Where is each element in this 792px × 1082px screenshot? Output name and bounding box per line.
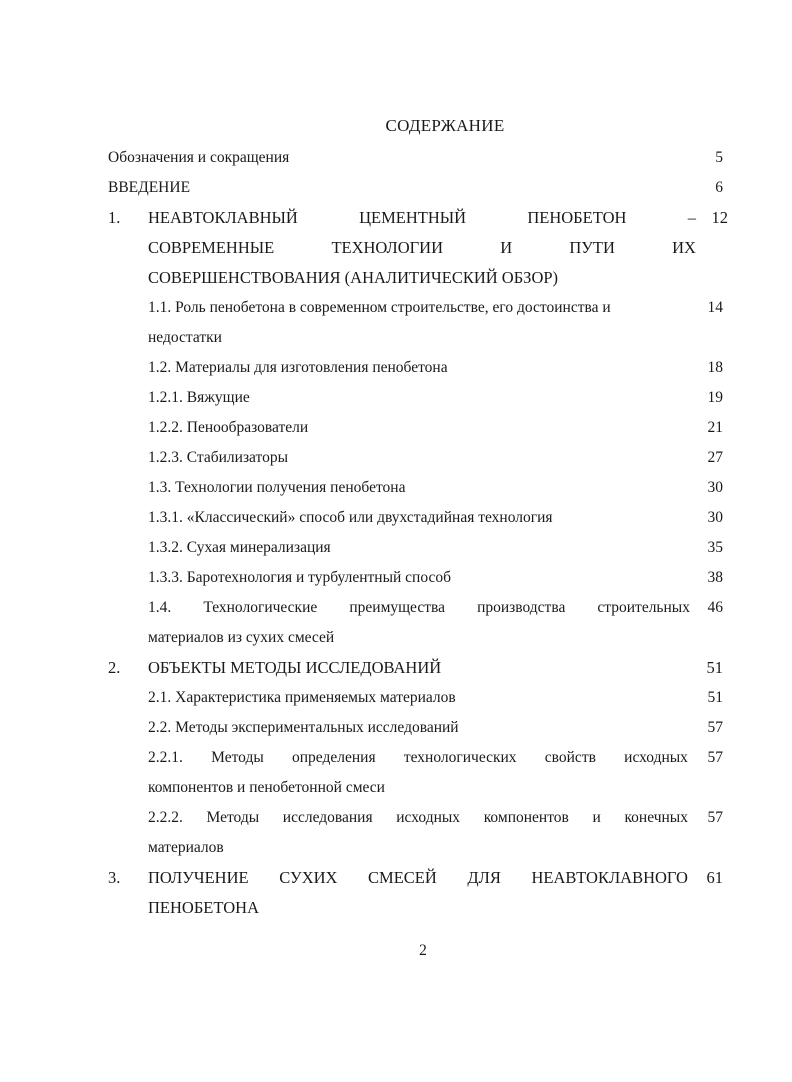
- toc-entry-page: 46: [707, 599, 723, 616]
- toc-entry-text: 1.3. Технологии получения пенобетона: [148, 479, 406, 496]
- toc-entry: [0, 743, 792, 803]
- toc-chapter-3: [0, 863, 792, 923]
- toc-chapter-number: 2.: [108, 658, 121, 677]
- toc-entry-text: 2.2. Методы экспериментальных исследований: [148, 719, 459, 736]
- toc-entry-text-continued: недостатки: [148, 329, 222, 346]
- toc-entry-page: 5: [715, 149, 723, 166]
- toc-entry-page: 57: [707, 719, 723, 736]
- toc-chapter-number: 1.: [108, 208, 121, 227]
- toc-entry: [0, 293, 792, 353]
- toc-chapter-title: ОБЪЕКТЫ МЕТОДЫ ИССЛЕДОВАНИЙ: [148, 658, 442, 677]
- toc-entry-page: 19: [707, 389, 723, 406]
- toc-chapter-line: ПОЛУЧЕНИЕ СУХИХ СМЕСЕЙ ДЛЯ НЕАВТОКЛАВНОГО: [148, 868, 688, 887]
- toc-entry-page: 51: [706, 658, 723, 677]
- toc-entry: [0, 713, 792, 743]
- toc-entry-page: 12: [711, 208, 728, 227]
- toc-entry-text: 2.1. Характеристика применяемых материалов: [148, 689, 456, 706]
- toc-entry-text: 1.2.3. Стабилизаторы: [148, 449, 289, 466]
- toc-entry-page: 57: [707, 809, 723, 826]
- toc-entry: [0, 173, 792, 203]
- toc-entry-page: 14: [707, 299, 723, 316]
- toc-entry-text: 1.3.2. Сухая минерализация: [148, 539, 331, 556]
- toc-chapter-1: [0, 203, 792, 293]
- toc-entry-text: ВВЕДЕНИЕ: [108, 179, 191, 196]
- toc-chapter-line: НЕАВТОКЛАВНЫЙ ЦЕМЕНТНЫЙ ПЕНОБЕТОН –: [148, 208, 696, 227]
- toc-entry-text: 2.2.1. Методы определения технологических свойств исходных: [148, 749, 688, 766]
- toc-entry: [0, 563, 792, 593]
- toc-entry-page: 27: [707, 449, 723, 466]
- toc-entry-text: 1.2.1. Вяжущие: [148, 389, 250, 406]
- toc-entry-text: 1.1. Роль пенобетона в современном строительстве, его достоинства и: [148, 299, 611, 316]
- toc-entry: [0, 443, 792, 473]
- toc-entry: [0, 593, 792, 653]
- page-title: СОДЕРЖАНИЕ: [385, 116, 505, 135]
- toc-entry: [0, 533, 792, 563]
- toc-entry-page: 18: [707, 359, 723, 376]
- toc-entry-text-continued: материалов из сухих смесей: [148, 629, 335, 646]
- toc-chapter-line: СОВРЕМЕННЫЕ ТЕХНОЛОГИИ И ПУТИ ИХ: [148, 238, 696, 257]
- toc-entry-page: 51: [707, 689, 723, 706]
- toc-entry-text: 1.4. Технологические преимущества производства строительных: [148, 599, 690, 616]
- toc-entry-page: 6: [715, 179, 723, 196]
- toc-chapter-line: ПЕНОБЕТОНА: [148, 898, 259, 917]
- toc-entry-text: 2.2.2. Методы исследования исходных компонентов и конечных: [148, 809, 688, 826]
- toc-entry-page: 21: [707, 419, 723, 436]
- toc-entry-text-continued: материалов: [148, 839, 224, 856]
- toc-entry-page: 38: [707, 569, 723, 586]
- toc-entry-text: Обозначения и сокращения: [108, 149, 290, 166]
- toc-entry: [0, 143, 792, 173]
- toc-entry-page: 30: [707, 479, 723, 496]
- toc-entry: [0, 383, 792, 413]
- toc-entry: [0, 503, 792, 533]
- toc-entry-text: 1.3.1. «Классический» способ или двухстадийная технология: [148, 509, 553, 526]
- toc-entry: [0, 413, 792, 443]
- toc-entry-page: 61: [706, 868, 723, 887]
- toc-entry-text: 1.2. Материалы для изготовления пенобетона: [148, 359, 448, 376]
- toc-entry-text: 1.2.2. Пенообразователи: [148, 419, 309, 436]
- toc-chapter-number: 3.: [108, 868, 121, 887]
- toc-entry: [0, 683, 792, 713]
- toc-entry-page: 35: [707, 539, 723, 556]
- toc-chapter-2: [0, 653, 792, 683]
- toc-entry-page: 57: [707, 749, 723, 766]
- toc-entry: [0, 353, 792, 383]
- toc-entry-page: 30: [707, 509, 723, 526]
- toc-chapter-line: СОВЕРШЕНСТВОВАНИЯ (АНАЛИТИЧЕСКИЙ ОБЗОР): [148, 268, 559, 287]
- toc-entry: [0, 473, 792, 503]
- page-number: 2: [419, 942, 427, 959]
- toc-entry: [0, 803, 792, 863]
- toc-entry-text: 1.3.3. Баротехнология и турбулентный способ: [148, 569, 451, 586]
- toc-entry-text-continued: компонентов и пенобетонной смеси: [148, 779, 385, 796]
